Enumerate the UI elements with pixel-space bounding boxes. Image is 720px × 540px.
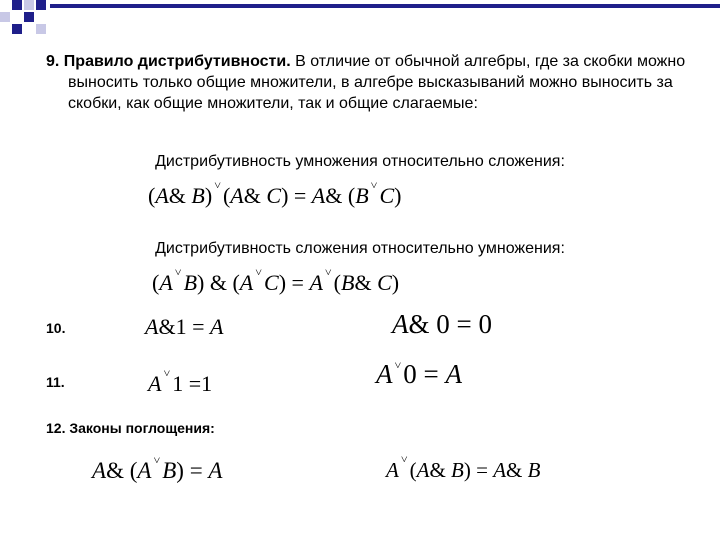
or-symbol: ˅ [370, 178, 378, 192]
or-symbol: ˅ [214, 178, 221, 192]
heading-add-distributivity: Дистрибутивность сложения относительно умножения: [155, 240, 565, 257]
or-symbol: ˅ [163, 366, 171, 380]
or-symbol: ˅ [255, 265, 263, 279]
slide-decoration [0, 0, 60, 40]
deco-square [36, 0, 46, 10]
deco-square [12, 0, 22, 10]
formula-10a: A&1 = A [145, 314, 224, 339]
formula-12a: A& (A ˅B) = A [92, 453, 223, 483]
heading-mult-distributivity: Дистрибутивность умножения относительно сложения: [155, 153, 565, 170]
formula-11b: A ˅0 = A [376, 358, 463, 389]
item-9-paragraph [46, 51, 708, 114]
formula-12b: A ˅(A& B) = A& B [386, 452, 541, 482]
deco-square [12, 24, 22, 34]
or-symbol: ˅ [400, 452, 408, 466]
item-9-text: В отличие от обычной алгебры, где за скобки можно выносить только общие множители, в алгебре высказываний можно выносить за скобки, как общие множители, так и общие слагаемые: [68, 53, 686, 112]
item-11-label: 11. [46, 374, 65, 390]
formula-add-distributivity: (A ˅B) & (A ˅C) = A ˅(B& C) [152, 265, 400, 295]
deco-square [0, 12, 10, 22]
deco-square [24, 0, 34, 10]
deco-square [24, 12, 34, 22]
or-symbol: ˅ [394, 358, 402, 372]
item-9-title: 9. Правило дистрибутивности. [46, 53, 291, 70]
formula-mult-distributivity: (A& B) ˅(A& C) = A& (B ˅C) [148, 178, 402, 208]
accent-bar [50, 4, 720, 8]
or-symbol: ˅ [324, 265, 332, 279]
deco-square [36, 24, 46, 34]
formula-10b: A& 0 = 0 [392, 309, 492, 339]
item-10-label: 10. [46, 320, 66, 336]
or-symbol: ˅ [153, 453, 161, 467]
or-symbol: ˅ [174, 265, 182, 279]
formula-11a: A ˅1 =1 [148, 366, 213, 396]
item-12-label: 12. Законы поглощения: [46, 420, 215, 436]
